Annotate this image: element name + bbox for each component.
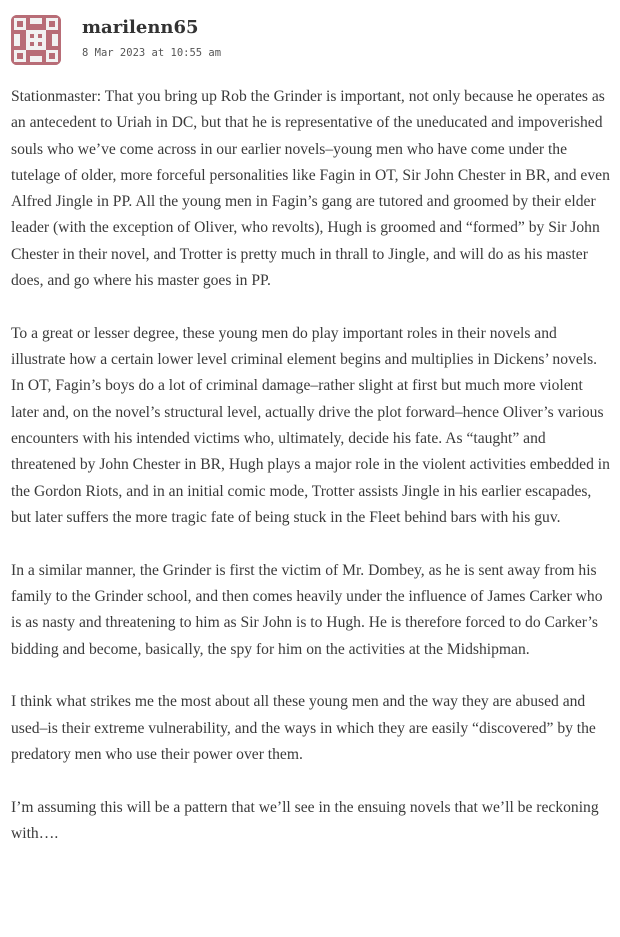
- comment-paragraph: I think what strikes me the most about all these young men and the way they are abused and used–is their extreme vulnerability, and the ways in which they are easily “discovered” by the predatory men who use their power over them.: [11, 693, 596, 764]
- comment-paragraph: In a similar manner, the Grinder is first the victim of Mr. Dombey, as he is sent away from his family to the Grinder school, and then comes heavily under the influence of James Carker who is as nasty and threatening to him as Sir John is to Hugh. He is therefore forced to do Carker’s bidding and become, basically, the spy for him on the activities at the Midshipman.: [11, 561, 603, 658]
- comment-date-link[interactable]: 8 Mar 2023 at 10:55 am: [82, 47, 222, 59]
- identicon-avatar-icon: [11, 15, 61, 65]
- comment-body: [11, 84, 611, 874]
- comment-paragraph: I’m assuming this will be a pattern that we’ll see in the ensuing novels that we’ll be reckoning with….: [11, 798, 599, 843]
- avatar[interactable]: [11, 15, 61, 65]
- comment-paragraph: Stationmaster: That you bring up Rob the Grinder is important, not only because he operates as an antecedent to Uriah in DC, but that he is representative of the uneducated and impoverished souls who we’ve come across in our earlier novels–young men who have come under the tutelage of older, more forceful personalities like Fagin in OT, Sir John Chester in BR, and even Alfred Jingle in PP. All the young men in Fagin’s gang are tutored and groomed by their elder leader (with the exception of Oliver, who revolts), Hugh is groomed and “formed” by Sir John Chester in their novel, and Trotter is pretty much in thrall to Jingle, and will do as his master does, and go where his master goes in PP.: [11, 88, 610, 290]
- comment-author[interactable]: marilenn65: [82, 17, 199, 38]
- comment-paragraph: To a great or lesser degree, these young men do play important roles in their novels and illustrate how a certain lower level criminal element begins and multiplies in Dickens’ novels. In OT, Fagin’s boys do a lot of criminal damage–rather slight at first but much more violent later and, on the novel’s structural level, actually drive the plot forward–hence Oliver’s various encounters with his intended victims who, ultimately, decide his fate. As “taught” and threatened by John Chester in BR, Hugh plays a major role in the violent activities embedded in the Gordon Riots, and in an initial comic mode, Trotter assists Jingle in his earlier escapades, but later suffers the more tragic fate of being stuck in the Fleet behind bars with his guv.: [11, 324, 610, 526]
